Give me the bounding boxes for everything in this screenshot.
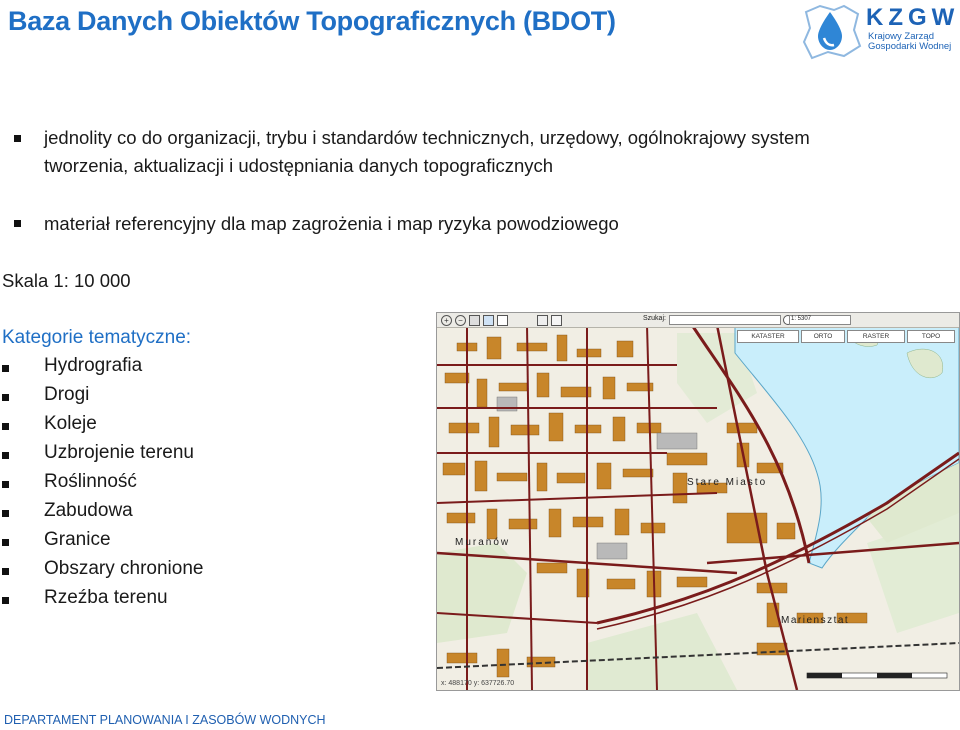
page-title: Baza Danych Obiektów Topograficznych (BDOT) [8,6,616,36]
bullet-marker [2,365,9,372]
water-drop-icon [800,2,864,60]
map-toolbar [437,313,959,328]
logo-text: KZGW [866,4,960,31]
topographic-map[interactable] [436,312,960,691]
print-icon[interactable] [551,315,562,326]
measure-icon[interactable] [537,315,548,326]
search-input[interactable] [669,315,781,325]
layer-button-kataster[interactable]: KATASTER [737,330,799,343]
category-item: Drogi [44,384,90,405]
category-item: Rzeźba terenu [44,587,168,608]
bullet-item-continuation: tworzenia, aktualizacji i udostępniania danych topograficznych [44,155,554,176]
bullet-marker [2,452,9,459]
scale-text: Skala 1: 10 000 [2,270,131,291]
bullet-marker [2,568,9,575]
kzgw-logo [800,2,960,60]
bullet-marker [14,135,21,142]
bullet-item: jednolity co do organizacji, trybu i standardów technicznych, urzędowy, ogólnokrajowy system [44,127,810,148]
category-item: Hydrografia [44,355,143,376]
category-item: Uzbrojenie terenu [44,442,194,463]
bullet-marker [2,539,9,546]
bullet-marker [2,597,9,604]
category-item: Koleje [44,413,97,434]
bullet-item: materiał referencyjny dla map zagrożenia i map ryzyka powodziowego [44,213,619,234]
bullet-marker [2,423,9,430]
map-label-mariensztat: Mariensztat [781,615,850,626]
pan-icon[interactable] [469,315,480,326]
layer-button-raster[interactable]: RASTER [847,330,905,343]
map-label-muranow: Muranów [455,537,511,548]
bullet-marker [14,220,21,227]
categories-heading: Kategorie tematyczne: [2,327,192,348]
search-label: Szukaj: [643,315,666,322]
category-item: Zabudowa [44,500,133,521]
category-item: Roślinność [44,471,137,492]
zoom-in-icon[interactable]: + [441,315,452,326]
identify-icon[interactable] [497,315,508,326]
full-extent-icon[interactable] [483,315,494,326]
layer-button-orto[interactable]: ORTO [801,330,845,343]
bullet-marker [2,481,9,488]
map-label-stare-miasto: Stare Miasto [687,477,768,488]
logo-subtitle: Krajowy Zarząd Gospodarki Wodnej [868,31,952,52]
scale-value: 1: 5307 [791,316,812,322]
layer-button-topo[interactable]: TOPO [907,330,955,343]
bullet-marker [2,394,9,401]
category-item: Granice [44,529,111,550]
bullet-marker [2,510,9,517]
zoom-out-icon[interactable]: − [455,315,466,326]
footer-department: DEPARTAMENT PLANOWANIA I ZASOBÓW WODNYCH [4,713,326,727]
category-item: Obszary chronione [44,558,204,579]
map-coords: x: 488170 y: 637726.70 [441,680,515,687]
